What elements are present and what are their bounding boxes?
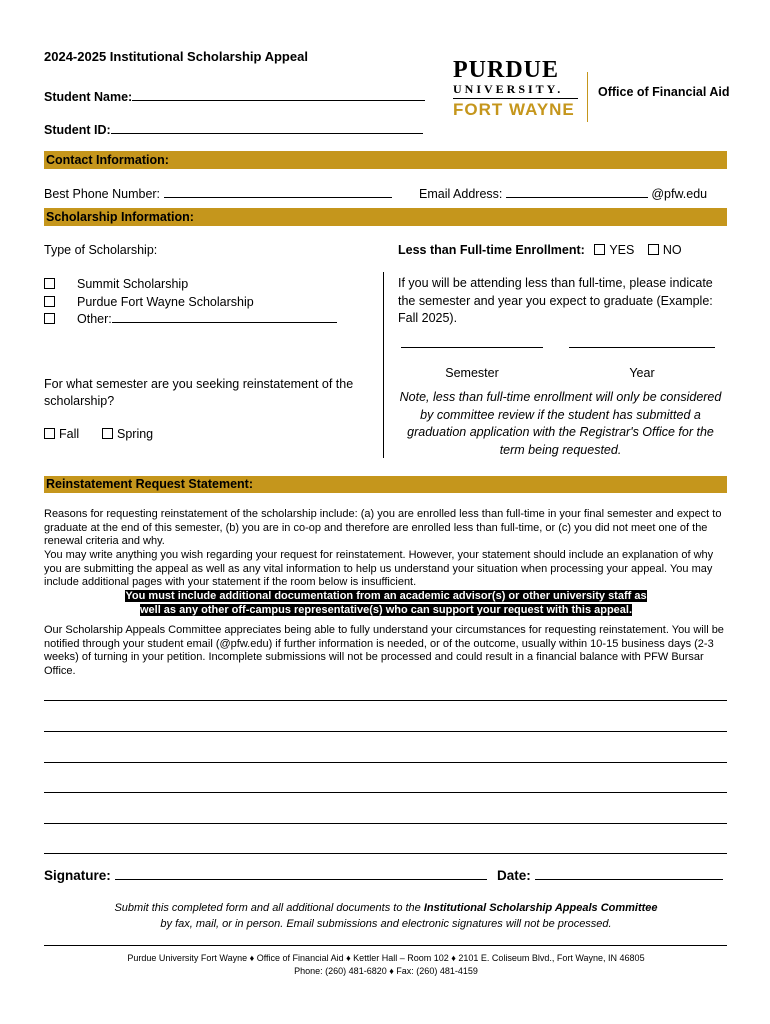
writing-line[interactable] [44, 823, 727, 824]
spring-option[interactable]: Spring [102, 427, 153, 441]
year-field[interactable] [569, 347, 715, 348]
writing-line[interactable] [44, 731, 727, 732]
phone-row: Best Phone Number: [44, 185, 392, 201]
checkbox-spring[interactable] [102, 428, 113, 439]
semester-field[interactable] [401, 347, 543, 348]
option-other[interactable]: Other: [44, 311, 337, 329]
enrollment-note: Note, less than full-time enrollment will only be considered by committee review if the student has submitted a graduation application with the Registrar's Office for the term being requested. [399, 390, 722, 457]
semester-question: For what semester are you seeking reinstatement of the scholarship? [44, 377, 354, 408]
option-summit[interactable]: Summit Scholarship [44, 276, 337, 294]
email-field[interactable] [506, 185, 648, 198]
scholarship-section-header: Scholarship Information: [44, 208, 727, 226]
footer-address: Purdue University Fort Wayne ♦ Office of Financial Aid ♦ Kettler Hall – Room 102 ♦ 2101 E. Coliseum Blvd., Fort Wayne, IN 46805 Phone: (260) 481-6820 ♦ Fax: (260) 481-4159 [127, 953, 645, 976]
less-than-instructions: If you will be attending less than full-time, please indicate the semester and year you expect to graduate (Example: Fall 2025). [398, 276, 713, 325]
scholarship-options [44, 276, 337, 329]
documentation-requirement: You must include additional documentation from an academic advisor(s) or other university staff as well as any other off-campus representative(s) who can support your request with this appeal. [125, 590, 647, 616]
submission-instructions: Submit this completed form and all additional documents to the Institutional Scholarship Appeals Committee by fax, mail, or in person. Email submissions and electronic signatures will not be processed. [114, 902, 658, 930]
date-row: Date: [497, 866, 723, 883]
student-id-label: Student ID: [44, 121, 423, 137]
checkbox-summit[interactable] [44, 278, 55, 289]
writing-line[interactable] [44, 700, 727, 701]
date-field[interactable] [535, 866, 723, 880]
signature-row: Signature: [44, 866, 487, 883]
checkbox-fall[interactable] [44, 428, 55, 439]
semester-label: Semester [445, 366, 499, 380]
logo-divider [587, 72, 588, 122]
writing-line[interactable] [44, 792, 727, 793]
footer-rule [44, 945, 727, 946]
option-pfw[interactable]: Purdue Fort Wayne Scholarship [44, 294, 337, 312]
checkbox-other[interactable] [44, 313, 55, 324]
statement-reasons: Reasons for requesting reinstatement of the scholarship include: (a) you are enrolled less than full-time in your final semester and expect to graduate at the end of this semester, (b) you are in co-op and therefore are enrolled less than full-time, or (c) you did not meet one of the renewal criteria and why. [44, 508, 722, 547]
fall-option[interactable]: Fall [44, 427, 79, 441]
office-name: Office of Financial Aid [598, 85, 730, 99]
student-id-field[interactable] [111, 121, 423, 134]
contact-section-header: Contact Information: [44, 151, 727, 169]
signature-field[interactable] [115, 866, 487, 880]
student-name-field[interactable] [132, 88, 425, 101]
student-name-label: Student Name: [44, 88, 425, 104]
email-row: Email Address: @pfw.edu [419, 187, 708, 201]
writing-line[interactable] [44, 762, 727, 763]
purdue-fort-wayne-logo: PURDUE UNIVERSITY. FORT WAYNE [453, 58, 578, 121]
checkbox-yes[interactable] [594, 244, 605, 255]
column-divider [383, 272, 384, 458]
committee-notice: Our Scholarship Appeals Committee appreciates being able to fully understand your circumstances for requesting reinstatement. You will be notified through your student email (@pfw.edu) if further information is needed, or of the outcome, usually within 10-15 business days (2-3 weeks) of turning in your petition. Incomplete submissions will not be processed and could result in a financial balance with PFW Bursar Office. [44, 624, 724, 677]
form-title: 2024-2025 Institutional Scholarship Appeal [44, 49, 308, 64]
statement-section-header: Reinstatement Request Statement: [44, 476, 727, 493]
checkbox-pfw[interactable] [44, 296, 55, 307]
statement-guidance: You may write anything you wish regarding your request for reinstatement. However, your statement should include an explanation of why you are submitting the appeal as well as any vital information to help us understand your situation when processing your appeal. You may include additional pages with your statement if the room below is insufficient. [44, 549, 714, 588]
less-than-row: Less than Full-time Enrollment: YES NO [398, 243, 682, 257]
phone-field[interactable] [164, 185, 392, 198]
other-field[interactable] [112, 311, 337, 323]
type-label: Type of Scholarship: [44, 243, 158, 257]
checkbox-no[interactable] [648, 244, 659, 255]
year-label: Year [629, 366, 655, 380]
writing-line[interactable] [44, 853, 727, 854]
